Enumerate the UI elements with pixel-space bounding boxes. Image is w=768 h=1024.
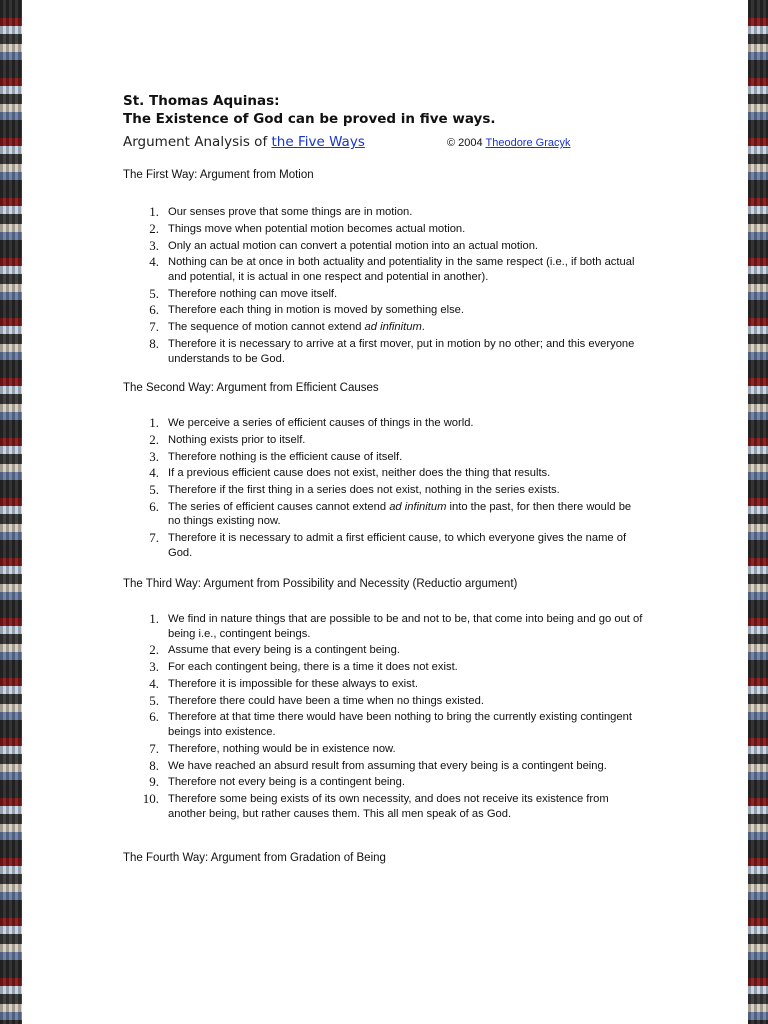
list-item-number: 8. [149,757,159,773]
list-item [123,677,643,692]
list-item-text [168,483,643,498]
list-item-number: 1. [149,204,159,219]
list-item-text-part: Therefore nothing is the efficient cause of itself. [168,450,403,463]
list-item-text [168,255,643,284]
title-line-1: St. Thomas Aquinas: [123,93,280,109]
list-item-text [168,775,643,790]
list-item [123,239,643,254]
list-item-text [168,239,643,254]
list-item [123,433,643,448]
list-item-text [168,287,643,302]
list-item [123,643,643,658]
section-heading-third-way: The Third Way: Argument from Possibility and Necessity (Reductio argument) [123,578,518,590]
list-item-text-part: We find in nature things that are possible to be and not to be, that come into being and go out of being i.e., contingent beings. [168,613,643,640]
list-item-text [168,433,643,448]
list-item-text-part: Our senses prove that some things are in motion. [168,206,413,218]
list-item-text-part: If a previous efficient cause does not exist, neither does the thing that results. [168,467,551,480]
list-item-text-part: Therefore, nothing would be in existence now. [168,742,396,755]
list-item-number: 9. [149,774,159,790]
document-page [22,0,748,1024]
list-item-text [168,337,643,366]
list-item-text [168,500,643,529]
list-item-text [168,222,643,237]
list-item [123,759,643,774]
list-item-text-part: Nothing can be at once in both actuality and potentiality in the same respect (i.e., if both actual and potential, it is actual in one respect and potential in another). [168,256,635,283]
list-item-number: 1. [149,415,159,430]
list-item [123,531,643,560]
list-item-text-part: The series of efficient causes cannot extend [168,500,390,513]
list-item [123,303,643,318]
list-item [123,660,643,675]
list-item-text-part: Nothing exists prior to itself. [168,433,306,446]
list-item-text-part: We have reached an absurd result from assuming that every being is a contingent being. [168,759,607,772]
list-item-number: 6. [149,498,159,514]
list-item-text-part: . [421,321,425,334]
list-item-text-part: Therefore it is necessary to arrive at a first mover, put in motion by no other; and this everyone understands to be God. [168,338,635,365]
list-item-text-part: Therefore at that time there would have been nothing to bring the currently existing contingent beings into existence. [168,711,632,738]
list-item [123,320,643,335]
list-item [123,222,643,237]
first-way-list [123,205,643,368]
list-item-number: 7. [149,740,159,756]
list-item-number: 4. [149,254,159,270]
list-item [123,450,643,465]
list-item-text [168,416,643,431]
list-item-text-part: We perceive a series of efficient causes of things in the world. [168,417,474,429]
list-item-text-part: Therefore some being exists of its own necessity, and does not receive its existence from another being, but rather causes them. This all men speak of as God. [168,793,609,820]
list-item-emphasis: ad infinitum [389,500,447,513]
list-item-text-part: The sequence of motion cannot extend [168,321,365,334]
list-item-number: 3. [149,237,159,253]
list-item-number: 4. [149,675,159,691]
list-item-text [168,643,643,658]
list-item-text-part: For each contingent being, there is a time it does not exist. [168,661,458,674]
list-item [123,255,643,284]
author-link[interactable]: Theodore Gracyk [485,137,571,149]
list-item [123,792,643,821]
list-item-number: 6. [149,709,159,725]
list-item-number: 2. [149,642,159,658]
list-item-number: 5. [149,285,159,301]
third-way-list [123,612,643,823]
list-item-text [168,742,643,757]
list-item-text [168,612,643,641]
list-item-text-part: Assume that every being is a contingent being. [168,644,400,657]
list-item-number: 7. [149,319,159,335]
section-heading-first-way: The First Way: Argument from Motion [123,169,314,181]
list-item [123,742,643,757]
copyright-notice [447,137,570,149]
list-item [123,416,643,431]
five-ways-link[interactable]: the Five Ways [271,134,365,150]
list-item-number: 4. [149,465,159,481]
list-item-text-part: Therefore nothing can move itself. [168,287,338,300]
list-item-text-part: Therefore if the first thing in a series does not exist, nothing in the series exists. [168,484,560,497]
list-item-text [168,677,643,692]
list-item-number: 2. [149,220,159,236]
list-item-number: 10. [142,791,159,807]
list-item-text [168,759,643,774]
list-item-text-part: Therefore each thing in motion is moved by something else. [168,304,465,317]
list-item [123,775,643,790]
list-item-text [168,303,643,318]
list-item-text-part: into the past, for then there would be no things existing now. [168,500,632,528]
list-item-number: 3. [149,448,159,464]
list-item-text-part: Therefore it is impossible for these always to exist. [168,677,418,690]
title-line-2: The Existence of God can be proved in five ways. [123,111,496,127]
list-item-text [168,205,643,220]
list-item [123,205,643,220]
list-item-text [168,531,643,560]
list-item [123,337,643,366]
list-item [123,466,643,481]
list-item-text-part: Only an actual motion can convert a potential motion into an actual motion. [168,239,539,252]
list-item-text [168,450,643,465]
list-item-text [168,320,643,335]
list-item [123,694,643,709]
list-item-text-part: Therefore not every being is a contingent being. [168,776,405,789]
list-item-number: 6. [149,302,159,318]
list-item [123,287,643,302]
list-item-number: 8. [149,336,159,352]
decorative-border-left [0,0,22,1024]
list-item-number: 2. [149,431,159,447]
list-item [123,483,643,498]
copyright-prefix: © 2004 [447,137,486,149]
list-item-number: 1. [149,611,159,626]
list-item-text [168,466,643,481]
section-heading-fourth-way: The Fourth Way: Argument from Gradation of Being [123,852,386,864]
list-item [123,612,643,641]
second-way-list [123,416,643,563]
list-item-text-part: Therefore there could have been a time when no things existed. [168,694,484,707]
list-item [123,710,643,739]
section-heading-second-way: The Second Way: Argument from Efficient Causes [123,382,379,394]
list-item-text [168,792,643,821]
list-item-text-part: Things move when potential motion becomes actual motion. [168,222,466,235]
list-item-text-part: Therefore it is necessary to admit a first efficient cause, to which everyone gives the name of God. [168,532,627,559]
list-item-emphasis: ad infinitum [364,321,422,334]
list-item-number: 5. [149,482,159,498]
list-item-text [168,694,643,709]
decorative-border-right [748,0,768,1024]
list-item-number: 5. [149,692,159,708]
subtitle-prefix: Argument Analysis of [123,134,272,150]
list-item-number: 7. [149,530,159,546]
list-item-number: 3. [149,659,159,675]
list-item-text [168,710,643,739]
list-item-text [168,660,643,675]
subtitle [123,134,365,150]
list-item [123,500,643,529]
